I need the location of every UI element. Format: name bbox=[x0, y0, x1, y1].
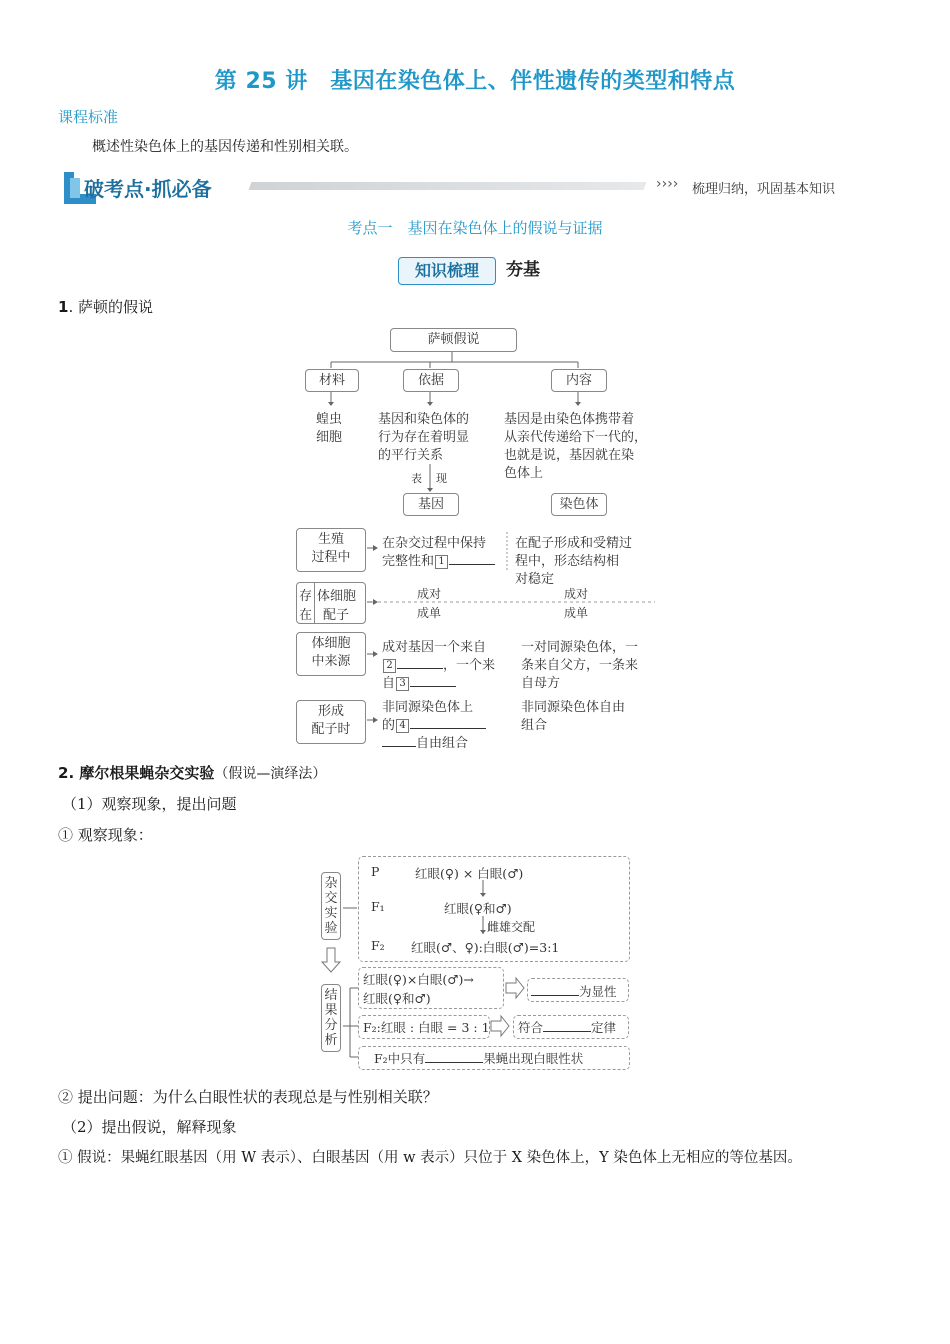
row2-chrom-text-2: 成单 bbox=[564, 606, 589, 620]
result-3-text bbox=[374, 1049, 583, 1067]
row1-gene-text-1: 在杂交过程中保持 bbox=[382, 536, 487, 551]
basis-text-1: 基因和染色体的 bbox=[378, 412, 470, 427]
gen-F2-text: 红眼(♂、♀):白眼(♂)=3:1 bbox=[411, 940, 560, 955]
row3-chrom-text-1: 一对同源染色体，一 bbox=[521, 640, 639, 655]
row-origin-label-1: 体细胞 bbox=[311, 636, 351, 651]
row2-chrom-text-1: 成对 bbox=[564, 587, 589, 601]
row3-gene-text-1: 成对基因一个来自 bbox=[382, 640, 487, 655]
blank-number-4: 4 bbox=[396, 719, 409, 733]
row1-chrom-text-1: 在配子形成和受精过 bbox=[515, 536, 633, 551]
paragraph-observe: （1）观察现象，提出问题 bbox=[62, 795, 237, 813]
experiment-char-3: 实 bbox=[324, 906, 338, 921]
chromosome-box: 染色体 bbox=[551, 493, 607, 516]
banner-arrows: ›››› bbox=[656, 176, 679, 192]
knowledge-badge-right: 夯基 bbox=[506, 260, 540, 280]
row1-chrom-text-2: 程中，形态结构相 bbox=[515, 554, 620, 569]
result-char-3: 分 bbox=[324, 1018, 338, 1033]
content-text-3: 也就是说，基因就在染 bbox=[504, 448, 635, 463]
page-title: 第 25 讲 基因在染色体上、伴性遗传的类型和特点 bbox=[214, 69, 736, 94]
paragraph-hypothesis-text: ① 假说：果蝇红眼基因（用 W 表示）、白眼基因（用 w 表示）只位于 X 染色体上，Y 染色体上无相应的等位基因。 bbox=[58, 1150, 802, 1166]
row4-chrom-text-2: 组合 bbox=[521, 718, 548, 733]
basis-text-2: 行为存在着明显 bbox=[378, 430, 470, 445]
standard-text: 概述性染色体上的基因传递和性别相关联。 bbox=[92, 139, 358, 155]
blank-number-3: 3 bbox=[396, 677, 409, 691]
basis-box: 依据 bbox=[403, 369, 459, 392]
result-2-answer bbox=[518, 1018, 616, 1036]
result-1-text-a: 红眼(♀)×白眼(♂)→ bbox=[363, 972, 474, 987]
content-text-4: 色体上 bbox=[504, 466, 544, 481]
result-1-text-b: 红眼(♀和♂) bbox=[363, 991, 431, 1006]
result-label bbox=[321, 984, 341, 1052]
row4-gene-text-1: 非同源染色体上 bbox=[382, 700, 474, 715]
row-existence-label-b: 在 bbox=[299, 608, 313, 623]
row-gamete-label-1: 形成 bbox=[317, 704, 344, 719]
heading-1-num: 1 bbox=[58, 298, 69, 316]
row4-gene-text-3b: 自由组合 bbox=[416, 736, 469, 751]
result-2-answer-a: 符合 bbox=[518, 1020, 544, 1035]
section-title: 考点一 基因在染色体上的假说与证据 bbox=[347, 219, 603, 237]
knowledge-badge-left: 知识梳理 bbox=[398, 257, 496, 285]
row-gamete-label-2: 配子时 bbox=[311, 722, 351, 737]
row-existence-label-a: 存 bbox=[299, 589, 313, 604]
row-origin-label-2: 中来源 bbox=[311, 654, 351, 669]
result-char-1: 结 bbox=[324, 988, 338, 1003]
row2-gene-text-2: 成单 bbox=[417, 606, 442, 620]
material-text-1: 蝗虫 bbox=[316, 412, 343, 427]
result-3-text-a: F₂中只有 bbox=[374, 1051, 426, 1066]
standard-label: 课程标准 bbox=[58, 108, 119, 126]
gen-F1: F₁ bbox=[371, 899, 385, 914]
gene-box: 基因 bbox=[403, 493, 459, 516]
experiment-char-4: 验 bbox=[324, 921, 338, 936]
row4-gene-text-2a: 的 bbox=[382, 718, 396, 733]
row-reproduction-label-2: 过程中 bbox=[311, 550, 351, 565]
mating-label: 雌雄交配 bbox=[487, 920, 536, 934]
blank-number-2: 2 bbox=[383, 659, 396, 673]
show-label-2: 现 bbox=[436, 472, 447, 485]
banner-right-text: 梳理归纳，巩固基本知识 bbox=[692, 182, 836, 197]
row2-gene-text-1: 成对 bbox=[417, 587, 442, 601]
row3-chrom-text-2: 条来自父方，一条来 bbox=[521, 658, 639, 673]
blank-line-law bbox=[543, 1031, 591, 1032]
row4-chrom-text-1: 非同源染色体自由 bbox=[521, 700, 626, 715]
content-text-2: 从亲代传递给下一代的， bbox=[504, 430, 648, 445]
row3-gene-text-3a: 自 bbox=[382, 676, 396, 691]
content-box: 内容 bbox=[551, 369, 607, 392]
result-char-4: 析 bbox=[324, 1033, 338, 1048]
sutton-hypothesis-box: 萨顿假说 bbox=[390, 328, 517, 352]
gen-F2: F₂ bbox=[371, 938, 385, 953]
show-label-1: 表 bbox=[411, 472, 422, 485]
experiment-char-2: 交 bbox=[324, 891, 338, 906]
result-2-text: F₂:红眼 : 白眼 = 3 : 1 bbox=[363, 1020, 490, 1035]
content-text-1: 基因是由染色体携带着 bbox=[504, 412, 635, 427]
blank-line-dominant bbox=[531, 995, 579, 996]
experiment-char-1: 杂 bbox=[324, 876, 338, 891]
heading-1-text: . 萨顿的假说 bbox=[68, 298, 153, 316]
paragraph-hypothesis: （2）提出假说，解释现象 bbox=[62, 1118, 237, 1136]
result-1-answer-text: 为显性 bbox=[579, 984, 617, 999]
result-char-2: 果 bbox=[324, 1003, 338, 1018]
gen-F1-text: 红眼(♀和♂) bbox=[444, 901, 512, 916]
row3-chrom-text-3: 自母方 bbox=[521, 676, 561, 691]
row-existence-label-c: 体细胞 bbox=[317, 589, 357, 604]
paragraph-question: ② 提出问题：为什么白眼性状的表现总是与性别相关联？ bbox=[58, 1088, 438, 1106]
result-1-answer bbox=[531, 982, 617, 1000]
row3-gene-text-2b: ，一个来 bbox=[443, 658, 496, 673]
gen-P-text: 红眼(♀) × 白眼(♂) bbox=[415, 866, 524, 881]
material-box: 材料 bbox=[305, 369, 359, 392]
row-reproduction-label-1: 生殖 bbox=[317, 532, 344, 547]
result-3-text-b: 果蝇出现白眼性状 bbox=[483, 1051, 584, 1066]
heading-2-note: （假说—演绎法） bbox=[214, 766, 327, 782]
experiment-label bbox=[321, 872, 341, 940]
row-existence-label-d: 配子 bbox=[323, 608, 350, 623]
blank-number-1: 1 bbox=[435, 555, 448, 569]
banner-left-text: 破考点·抓必备 bbox=[84, 177, 212, 201]
heading-2-text: . 摩尔根果蝇杂交实验 bbox=[68, 764, 215, 782]
gen-P: P bbox=[371, 864, 380, 879]
paragraph-observe-sub: ① 观察现象： bbox=[58, 826, 153, 844]
result-2-answer-b: 定律 bbox=[591, 1020, 617, 1035]
material-text-2: 细胞 bbox=[316, 430, 343, 445]
row1-chrom-text-3: 对稳定 bbox=[515, 572, 555, 587]
basis-text-3: 的平行关系 bbox=[378, 448, 444, 463]
row1-gene-text-2a: 完整性和 bbox=[382, 554, 435, 569]
blank-line-sex bbox=[425, 1062, 483, 1063]
heading-2-num: 2 bbox=[58, 764, 69, 782]
